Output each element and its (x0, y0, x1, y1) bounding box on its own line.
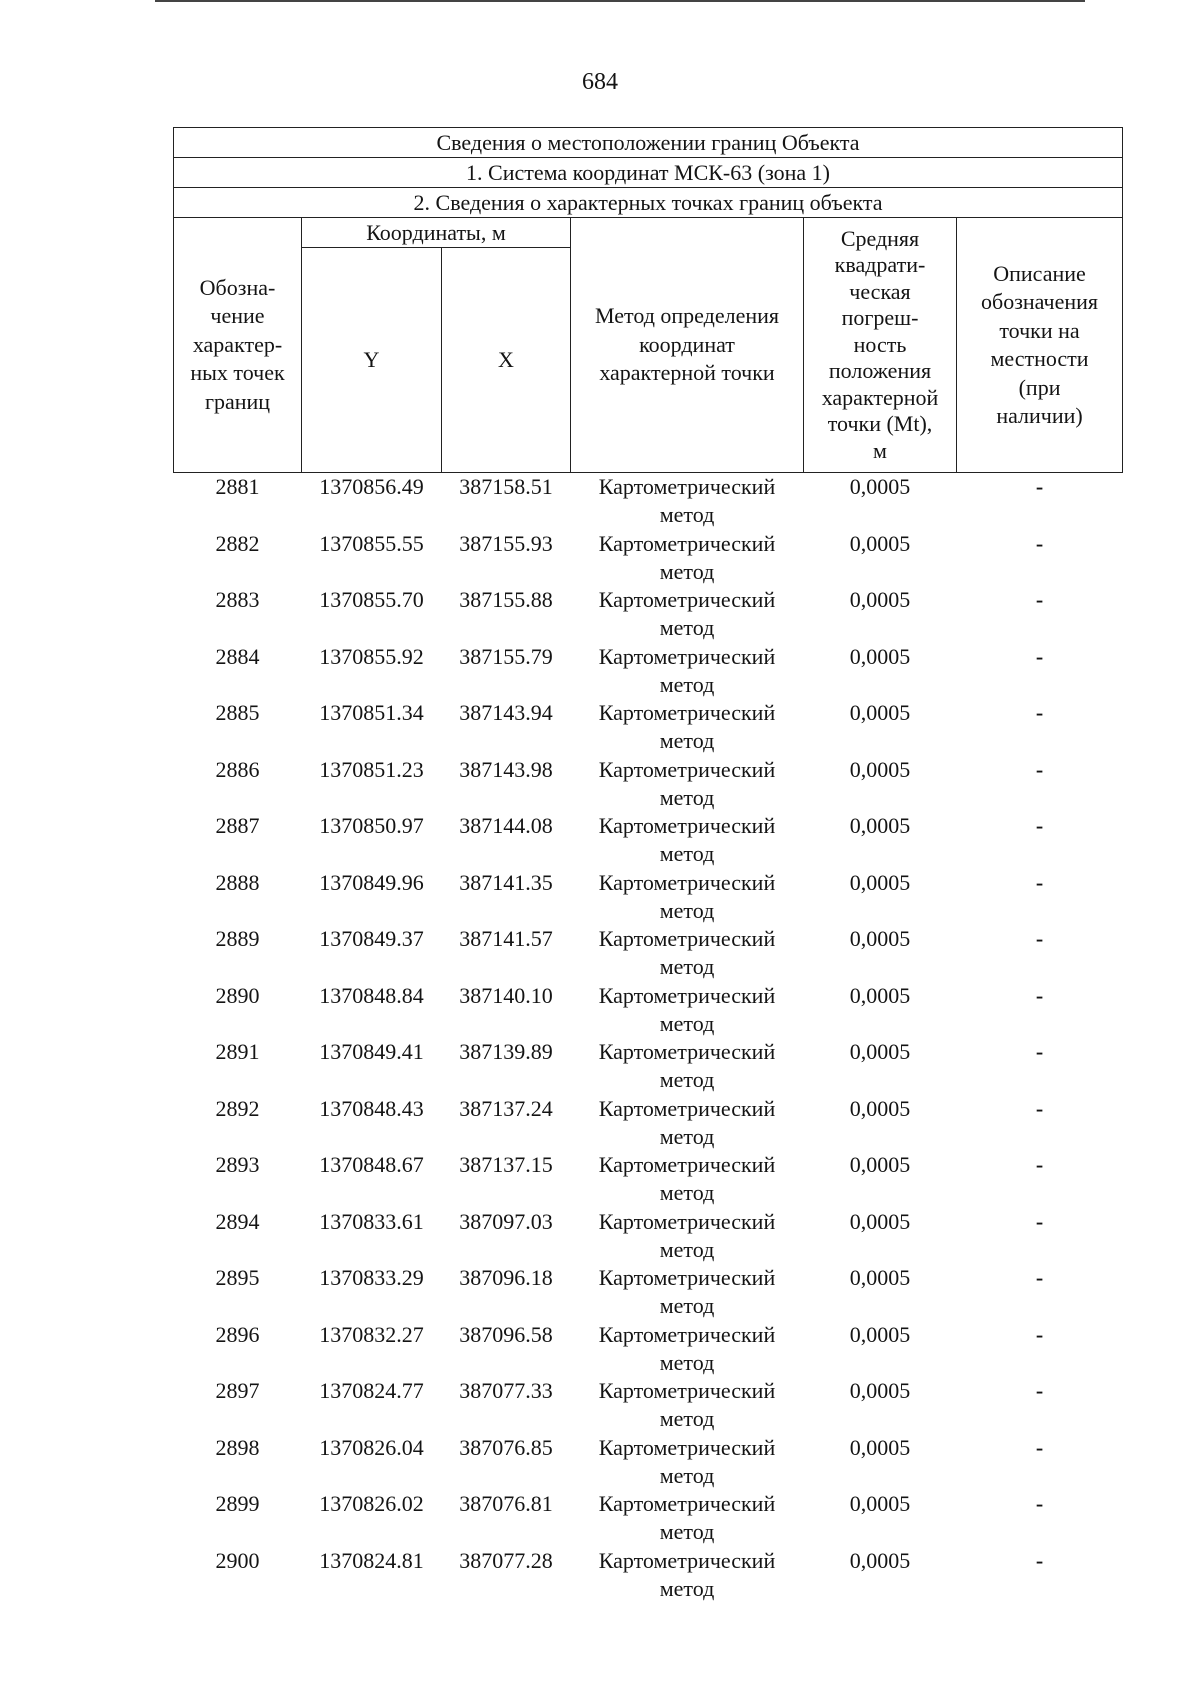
table-row (174, 1208, 1123, 1265)
table-row (174, 756, 1123, 813)
cell-error: 0,0005 (849, 643, 911, 669)
cell-point-id: 2894 (215, 1208, 260, 1234)
cell-x: 387077.33 (459, 1378, 553, 1403)
table-header (174, 128, 1123, 473)
cell-description: - (1035, 813, 1044, 838)
table-row (174, 1490, 1123, 1547)
cell-error: 0,0005 (849, 1208, 911, 1234)
cell-error: 0,0005 (849, 474, 911, 499)
cell-error: 0,0005 (849, 587, 911, 612)
cell-error: 0,0005 (849, 1152, 911, 1177)
cell-description: - (1035, 1378, 1044, 1403)
col-header-method: Метод определения координат характерной точки (571, 218, 804, 473)
cell-method: Картометрический метод (598, 869, 776, 923)
cell-y: 1370851.34 (319, 700, 424, 725)
cell-method: Картометрический метод (598, 700, 776, 753)
cell-method: Картометрический метод (598, 813, 776, 866)
cell-y: 1370824.77 (319, 1378, 424, 1403)
cell-point-id: 2882 (215, 530, 260, 556)
table-row (174, 1547, 1123, 1604)
cell-x: 387155.79 (459, 643, 553, 669)
cell-method: Картометрический метод (598, 1547, 776, 1601)
cell-method: Картометрический метод (598, 1039, 776, 1092)
cell-method: Картометрический метод (598, 1378, 776, 1431)
cell-x: 387144.08 (459, 813, 553, 838)
cell-point-id: 2900 (215, 1547, 260, 1573)
cell-point-id: 2892 (215, 1095, 260, 1121)
cell-x: 387143.98 (459, 756, 553, 782)
cell-x: 387139.89 (459, 1039, 553, 1064)
cell-error: 0,0005 (849, 1321, 911, 1347)
cell-y: 1370856.49 (319, 474, 424, 499)
cell-point-id: 2883 (215, 587, 260, 612)
col-header-description: Описание обозначения точки на местности (при наличии) (957, 218, 1123, 473)
cell-y: 1370851.23 (319, 756, 424, 782)
section-title-row (174, 188, 1123, 218)
table-row (174, 982, 1123, 1039)
cell-method: Картометрический метод (598, 1491, 776, 1544)
cell-method: Картометрический метод (598, 1095, 776, 1149)
cell-description: - (1035, 643, 1044, 669)
cell-error: 0,0005 (849, 1039, 911, 1064)
cell-x: 387155.93 (459, 530, 553, 556)
cell-point-id: 2881 (215, 474, 260, 499)
cell-point-id: 2895 (215, 1265, 260, 1290)
cell-point-id: 2897 (215, 1378, 260, 1403)
table-row (174, 1151, 1123, 1208)
cell-point-id: 2887 (215, 813, 260, 838)
cell-description: - (1035, 869, 1044, 895)
cell-point-id: 2889 (215, 926, 260, 951)
cell-description: - (1035, 1434, 1044, 1460)
cell-y: 1370855.55 (319, 530, 424, 556)
cell-description: - (1035, 1095, 1044, 1121)
cell-point-id: 2899 (215, 1491, 260, 1516)
table-row (174, 925, 1123, 982)
cell-y: 1370855.92 (319, 643, 424, 669)
cell-method: Картометрический метод (598, 530, 776, 584)
cell-error: 0,0005 (849, 869, 911, 895)
col-header-x: X (442, 248, 571, 473)
cell-y: 1370849.41 (319, 1039, 424, 1064)
cell-x: 387158.51 (459, 474, 553, 499)
cell-y: 1370848.67 (319, 1152, 424, 1177)
cell-x: 387077.28 (459, 1547, 553, 1573)
table-row (174, 1434, 1123, 1491)
cell-point-id: 2885 (215, 700, 260, 725)
cell-y: 1370849.37 (319, 926, 424, 951)
boundary-points-table (173, 127, 1123, 1603)
table-row (174, 812, 1123, 869)
cell-x: 387097.03 (459, 1208, 553, 1234)
cell-error: 0,0005 (849, 530, 911, 556)
cell-x: 387076.81 (459, 1491, 553, 1516)
cell-x: 387141.35 (459, 869, 553, 895)
cell-point-id: 2884 (215, 643, 260, 669)
cell-error: 0,0005 (849, 1378, 911, 1403)
cell-description: - (1035, 926, 1044, 951)
cell-y: 1370848.84 (319, 982, 424, 1008)
cell-error: 0,0005 (849, 1265, 911, 1290)
table-row (174, 1038, 1123, 1095)
cell-y: 1370832.27 (319, 1321, 424, 1347)
cell-description: - (1035, 1039, 1044, 1064)
cell-description: - (1035, 1265, 1044, 1290)
cell-error: 0,0005 (849, 982, 911, 1008)
col-header-y: Y (302, 248, 442, 473)
table-title: Сведения о местоположении границ Объекта (174, 128, 1123, 158)
coordinate-system: 1. Система координат МСК-63 (зона 1) (174, 158, 1123, 188)
cell-description: - (1035, 700, 1044, 725)
cell-method: Картометрический метод (598, 474, 776, 527)
table-row (174, 643, 1123, 700)
cell-method: Картометрический метод (598, 926, 776, 979)
cell-y: 1370833.61 (319, 1208, 424, 1234)
table-row (174, 699, 1123, 756)
cell-y: 1370824.81 (319, 1547, 424, 1573)
cell-x: 387137.24 (459, 1095, 553, 1121)
cell-error: 0,0005 (849, 756, 911, 782)
cell-error: 0,0005 (849, 1434, 911, 1460)
cell-point-id: 2891 (215, 1039, 260, 1064)
cell-y: 1370826.04 (319, 1434, 424, 1460)
cell-x: 387143.94 (459, 700, 553, 725)
section-title: 2. Сведения о характерных точках границ объекта (174, 188, 1123, 218)
cell-method: Картометрический метод (598, 1208, 776, 1262)
title-row (174, 128, 1123, 158)
cell-x: 387140.10 (459, 982, 553, 1008)
cell-method: Картометрический метод (598, 1152, 776, 1205)
cell-method: Картометрический метод (598, 982, 776, 1036)
top-rule (155, 0, 1085, 2)
cell-error: 0,0005 (849, 1095, 911, 1121)
cell-method: Картометрический метод (598, 1434, 776, 1488)
cell-error: 0,0005 (849, 926, 911, 951)
cell-error: 0,0005 (849, 813, 911, 838)
cell-error: 0,0005 (849, 1547, 911, 1573)
cell-x: 387076.85 (459, 1434, 553, 1460)
cell-description: - (1035, 982, 1044, 1008)
cell-x: 387141.57 (459, 926, 553, 951)
cell-y: 1370833.29 (319, 1265, 424, 1290)
col-header-point-id: Обозна- чение характер- ных точек границ (174, 218, 302, 473)
cell-point-id: 2898 (215, 1434, 260, 1460)
cell-description: - (1035, 1152, 1044, 1177)
col-header-coordinates: Координаты, м (302, 218, 571, 248)
coordinate-system-row (174, 158, 1123, 188)
cell-method: Картометрический метод (598, 1321, 776, 1375)
cell-y: 1370848.43 (319, 1095, 424, 1121)
cell-method: Картометрический метод (598, 643, 776, 697)
table-row (174, 869, 1123, 926)
table-row (174, 1377, 1123, 1434)
cell-description: - (1035, 1547, 1044, 1573)
table-row (174, 473, 1123, 530)
cell-point-id: 2888 (215, 869, 260, 895)
cell-description: - (1035, 1208, 1044, 1234)
table-row (174, 586, 1123, 643)
cell-description: - (1035, 1321, 1044, 1347)
cell-description: - (1035, 530, 1044, 556)
col-header-error: Средняя квадрати- ческая погреш- ность положения характерной точки (Mt), м (804, 218, 957, 473)
cell-description: - (1035, 474, 1044, 499)
cell-point-id: 2893 (215, 1152, 260, 1177)
cell-x: 387096.18 (459, 1265, 553, 1290)
cell-y: 1370850.97 (319, 813, 424, 838)
cell-method: Картометрический метод (598, 1265, 776, 1318)
cell-y: 1370826.02 (319, 1491, 424, 1516)
table-body (174, 473, 1123, 1604)
cell-error: 0,0005 (849, 700, 911, 725)
table-row (174, 1095, 1123, 1152)
cell-description: - (1035, 587, 1044, 612)
cell-y: 1370855.70 (319, 587, 424, 612)
cell-method: Картометрический метод (598, 756, 776, 810)
cell-x: 387155.88 (459, 587, 553, 612)
column-header-row (174, 218, 1123, 248)
cell-description: - (1035, 756, 1044, 782)
table-row (174, 1264, 1123, 1321)
cell-x: 387096.58 (459, 1321, 553, 1347)
table-row (174, 1321, 1123, 1378)
cell-x: 387137.15 (459, 1152, 553, 1177)
cell-point-id: 2896 (215, 1321, 260, 1347)
cell-description: - (1035, 1491, 1044, 1516)
cell-point-id: 2886 (215, 756, 260, 782)
page-number: 684 (582, 69, 618, 95)
cell-method: Картометрический метод (598, 587, 776, 640)
table-row (174, 530, 1123, 587)
cell-point-id: 2890 (215, 982, 260, 1008)
cell-y: 1370849.96 (319, 869, 424, 895)
cell-error: 0,0005 (849, 1491, 911, 1516)
